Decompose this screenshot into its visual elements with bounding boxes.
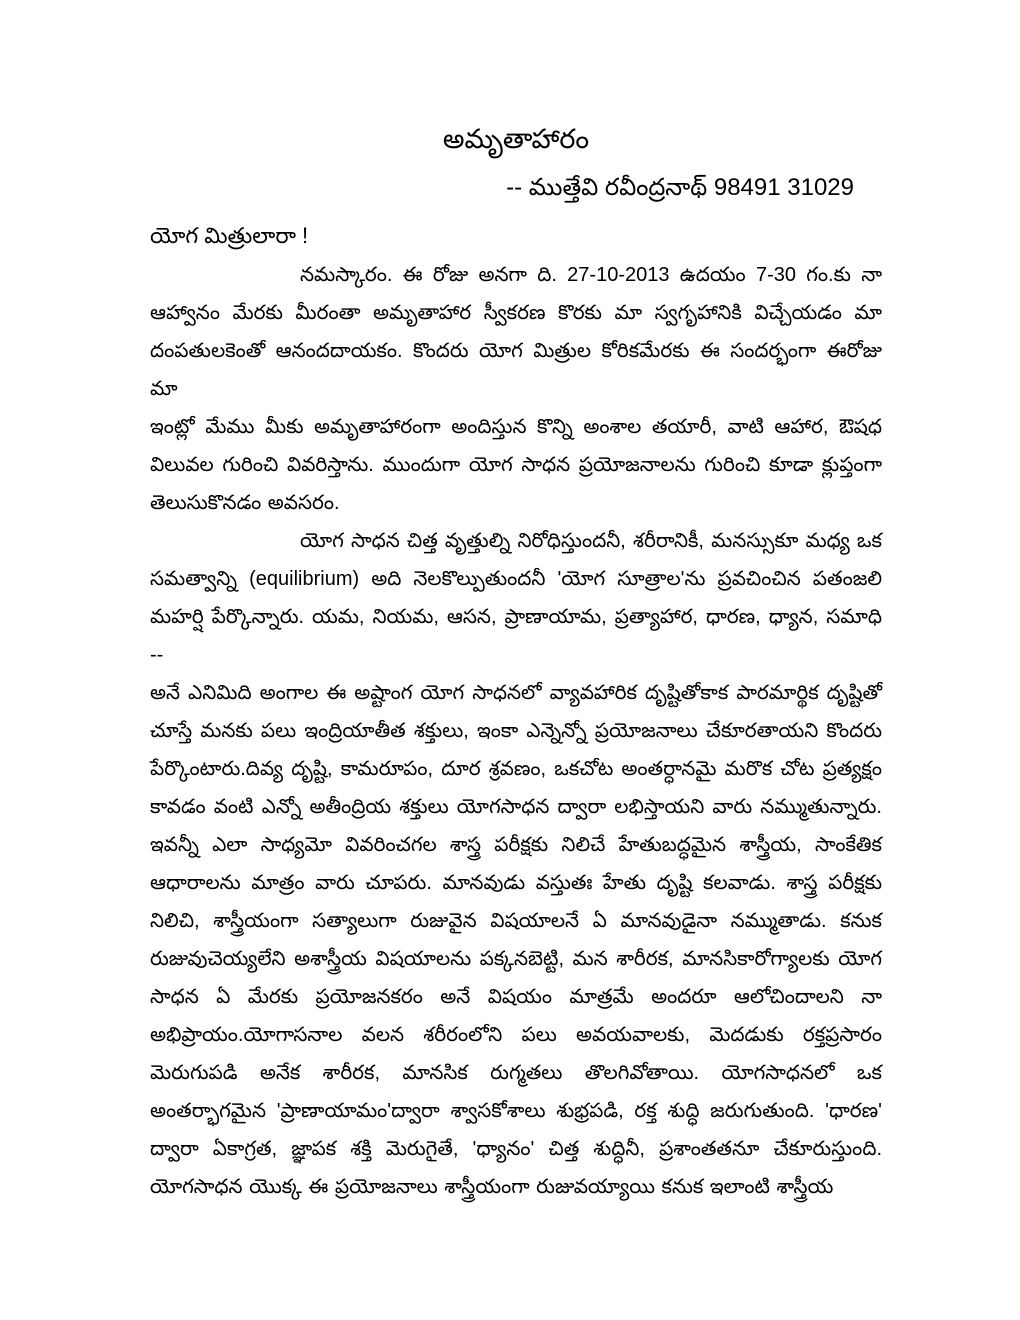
text-line: యోగ సాధన చిత్త వృత్తుల్ని నిరోధిస్తుందనీ, శరీరానికీ, మనస్సుకూ మధ్య ఒక xyxy=(300,530,882,552)
text-line: ద్వారా ఏకాగ్రత, జ్ఞాపక శక్తి మెరుగైతే, 'ధ్యానం' చిత్త శుద్ధినీ, ప్రశాంతతనూ చేకూరుస్తుంది. xyxy=(150,1138,882,1160)
text-line: సమత్వాన్ని (equilibrium) అది నెలకొల్పుతుందనీ 'యోగ సూత్రాల'ను ప్రవచించిన పతంజలి xyxy=(150,568,882,590)
text-line: ఆధారాలను మాత్రం వారు చూపరు. మానవుడు వస్తుతః హేతు దృష్టి కలవాడు. శాస్త్ర పరీక్షకు xyxy=(150,872,882,894)
text-line: నిలిచి, శాస్త్రీయంగా సత్యాలుగా రుజువైన విషయాలనే ఏ మానవుడైనా నమ్ముతాడు. కనుక xyxy=(150,910,882,932)
paragraph-2 xyxy=(150,522,882,1206)
text-line: నమస్కారం. ఈ రోజు అనగా ది. 27-10-2013 ఉదయం 7-30 గం.కు నా xyxy=(300,264,882,286)
text-line: యోగసాధన యొక్క ఈ ప్రయోజనాలు శాస్త్రీయంగా రుజువయ్యాయి కనుక ఇలాంటి శాస్త్రీయ xyxy=(150,1176,834,1198)
text-line: అనే ఎనిమిది అంగాల ఈ అష్టాంగ యోగ సాధనలో వ్యావహారిక దృష్టితోకాక పారమార్థిక దృష్టితో xyxy=(150,682,882,704)
text-line: ఆహ్వానం మేరకు మీరంతా అమృతాహార స్వీకరణ కొరకు మా స్వగృహానికి విచ్చేయడం మా xyxy=(150,302,882,324)
text-line: అభిప్రాయం.యోగాసనాల వలన శరీరంలోని పలు అవయవాలకు, మెదడుకు రక్తప్రసారం xyxy=(150,1024,882,1046)
text-line: దంపతులకెంతో ఆనందదాయకం. కొందరు యోగ మిత్రుల కోరికమేరకు ఈ సందర్భంగా ఈరోజు మా xyxy=(150,340,882,400)
text-line: చూస్తే మనకు పలు ఇంద్రియాతీత శక్తులు, ఇంకా ఎన్నెన్నో ప్రయోజనాలు చేకూరతాయని కొందరు xyxy=(150,720,882,742)
paragraph-1 xyxy=(150,256,882,522)
text-line: తెలుసుకొనడం అవసరం. xyxy=(150,492,340,514)
text-line: మెరుగుపడి అనేక శారీరక, మానసిక రుగ్మతలు తొలగివోతాయి. యోగసాధనలో ఒక xyxy=(150,1062,882,1084)
text-line: పేర్కొంటారు.దివ్య దృష్టి, కామరూపం, దూర శ్రవణం, ఒకచోట అంతర్ధానమై మరొక చోట ప్రత్యక్షం xyxy=(150,758,882,780)
text-line: ఇవన్నీ ఎలా సాధ్యమో వివరించగల శాస్త్ర పరీక్షకు నిలిచే హేతుబద్ధమైన శాస్త్రీయ, సాంకేతిక xyxy=(150,834,882,856)
text-line: రుజువుచెయ్యలేని అశాస్త్రీయ విషయాలను పక్కనబెట్టి, మన శారీరక, మానసికారోగ్యాలకు యోగ xyxy=(150,948,882,970)
text-line: కావడం వంటి ఎన్నో అతీంద్రియ శక్తులు యోగసాధన ద్వారా లభిస్తాయని వారు నమ్ముతున్నారు. xyxy=(150,796,882,818)
text-line: ఇంట్లో మేము మీకు అమృతాహారంగా అందిస్తున కొన్ని అంశాల తయారీ, వాటి ఆహార, ఔషధ xyxy=(150,416,882,438)
text-line: మహర్షి పేర్కొన్నారు. యమ, నియమ, ఆసన, ప్రాణాయామ, ప్రత్యాహార, ధారణ, ధ్యాన, సమాధి -- xyxy=(150,606,882,666)
text-line: విలువల గురించి వివరిస్తాను. ముందుగా యోగ సాధన ప్రయోజనాలను గురించి కూడా క్లుప్తంగా xyxy=(150,454,882,476)
document-title: అమృతాహారం xyxy=(442,124,590,154)
salutation: యోగ మిత్రులారా ! xyxy=(150,223,309,248)
text-line: సాధన ఏ మేరకు ప్రయోజనకరం అనే విషయం మాత్రమే అందరూ ఆలోచిందాలని నా xyxy=(150,986,882,1008)
text-line: అంతర్భాగమైన 'ప్రాణాయామం'ద్వారా శ్వాసకోశాలు శుభ్రపడి, రక్త శుద్ధి జరుగుతుంది. 'ధారణ' xyxy=(150,1100,882,1122)
author-byline: -- ముత్తేవి రవీంద్రనాథ్ 98491 31029 xyxy=(506,174,854,201)
